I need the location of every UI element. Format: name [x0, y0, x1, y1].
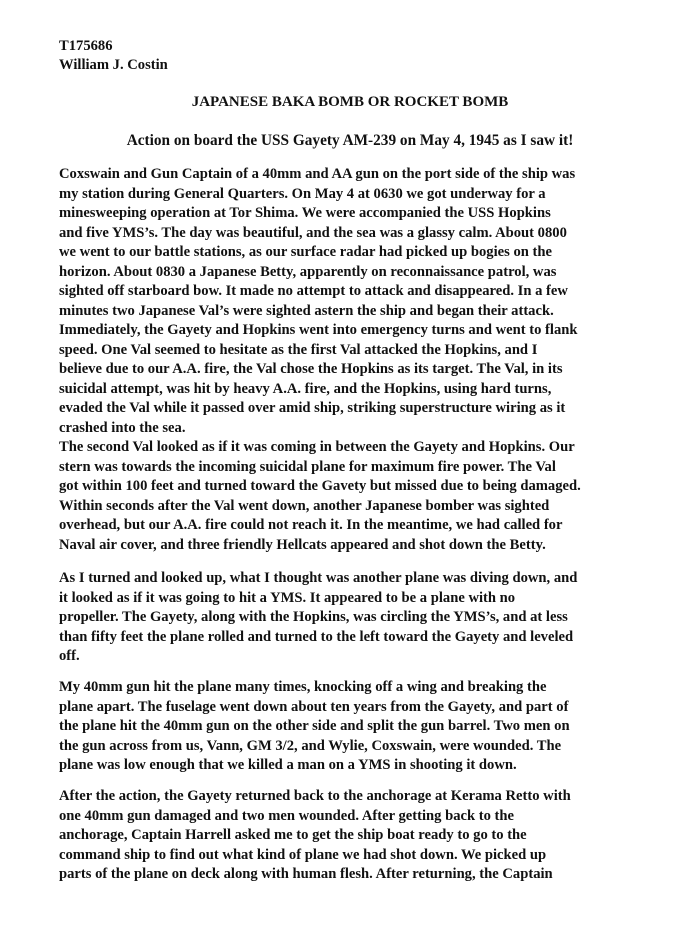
text-line: one 40mm gun damaged and two men wounded. After getting back to the — [59, 807, 514, 824]
text-line: got within 100 feet and turned toward the Gavety but missed due to being damaged. — [59, 478, 581, 494]
text-line: sighted off starboard bow. It made no attempt to attack and disappeared. In a few — [59, 283, 568, 299]
author-name: William J. Costin — [59, 57, 168, 73]
text-line: horizon. About 0830 a Japanese Betty, apparently on reconnaissance patrol, was — [59, 263, 557, 280]
document-id: T175686 — [59, 38, 113, 54]
text-line: the plane hit the 40mm gun on the other side and split the gun barrel. Two men on — [59, 718, 570, 734]
text-line: than fifty feet the plane rolled and turned to the left toward the Gayety and leveled — [59, 628, 574, 645]
text-line: Coxswain and Gun Captain of a 40mm and AA gun on the port side of the ship was — [59, 166, 576, 182]
text-line: minesweeping operation at Tor Shima. We were accompanied the USS Hopkins — [59, 205, 551, 221]
document-header — [59, 37, 168, 75]
text-line: After the action, the Gayety returned back to the anchorage at Kerama Retto with — [59, 788, 571, 804]
text-line: suicidal attempt, was hit by heavy A.A. fire, and the Hopkins, using hard turns, — [59, 380, 552, 397]
text-line: As I turned and looked up, what I thought was another plane was diving down, and — [59, 570, 578, 586]
paragraph-1 — [59, 165, 699, 438]
text-line: Within seconds after the Val went down, another Japanese bomber was sighted — [59, 497, 550, 514]
text-line: parts of the plane on deck along with human flesh. After returning, the Captain — [59, 866, 553, 882]
text-line: it looked as if it was going to hit a YMS. It appeared to be a plane with no — [59, 589, 516, 606]
text-line: The second Val looked as if it was coming in between the Gayety and Hopkins. Our — [59, 439, 575, 455]
text-line: we went to our battle stations, as our surface radar had picked up bogies on the — [59, 244, 552, 260]
text-line: minutes two Japanese Val’s were sighted astern the ship and began their attack. — [59, 302, 554, 319]
text-line: anchorage, Captain Harrell asked me to get the ship boat ready to go to the — [59, 827, 527, 843]
text-line: crashed into the sea. — [59, 419, 186, 436]
text-line: speed. One Val seemed to hesitate as the first Val attacked the Hopkins, and I — [59, 341, 538, 358]
text-line: Immediately, the Gayety and Hopkins went into emergency turns and went to flank — [59, 322, 578, 338]
text-line: command ship to find out what kind of plane we had shot down. We picked up — [59, 846, 547, 863]
paragraph-5 — [59, 787, 699, 885]
text-line: off. — [59, 648, 80, 664]
text-line: and five YMS’s. The day was beautiful, and the sea was a glassy calm. About 0800 — [59, 224, 567, 241]
paragraph-3 — [59, 569, 699, 667]
text-line: plane was low enough that we killed a man on a YMS in shooting it down. — [59, 757, 517, 773]
text-line: believe due to our A.A. fire, the Val chose the Hopkins as its target. The Val, in its — [59, 361, 563, 377]
text-line: the gun across from us, Vann, GM 3/2, and Wylie, Coxswain, were wounded. The — [59, 737, 562, 754]
text-line: my station during General Quarters. On May 4 at 0630 we got underway for a — [59, 185, 546, 202]
paragraph-2 — [59, 438, 699, 555]
text-line: Naval air cover, and three friendly Hellcats appeared and shot down the Betty. — [59, 536, 546, 553]
document-subtitle: Action on board the USS Gayety AM-239 on May 4, 1945 as I saw it! — [126, 132, 574, 149]
text-line: stern was towards the incoming suicidal plane for maximum fire power. The Val — [59, 458, 556, 475]
paragraph-4 — [59, 678, 699, 776]
text-line: plane apart. The fuselage went down about ten years from the Gayety, and part of — [59, 698, 569, 715]
text-line: overhead, but our A.A. fire could not reach it. In the meantime, we had called for — [59, 517, 563, 533]
text-line: evaded the Val while it passed over amid ship, striking superstructure wiring as it — [59, 400, 566, 416]
document-title: JAPANESE BAKA BOMB OR ROCKET BOMB — [191, 94, 509, 110]
text-line: propeller. The Gayety, along with the Hopkins, was circling the YMS’s, and at less — [59, 609, 568, 625]
text-line: My 40mm gun hit the plane many times, knocking off a wing and breaking the — [59, 679, 547, 695]
